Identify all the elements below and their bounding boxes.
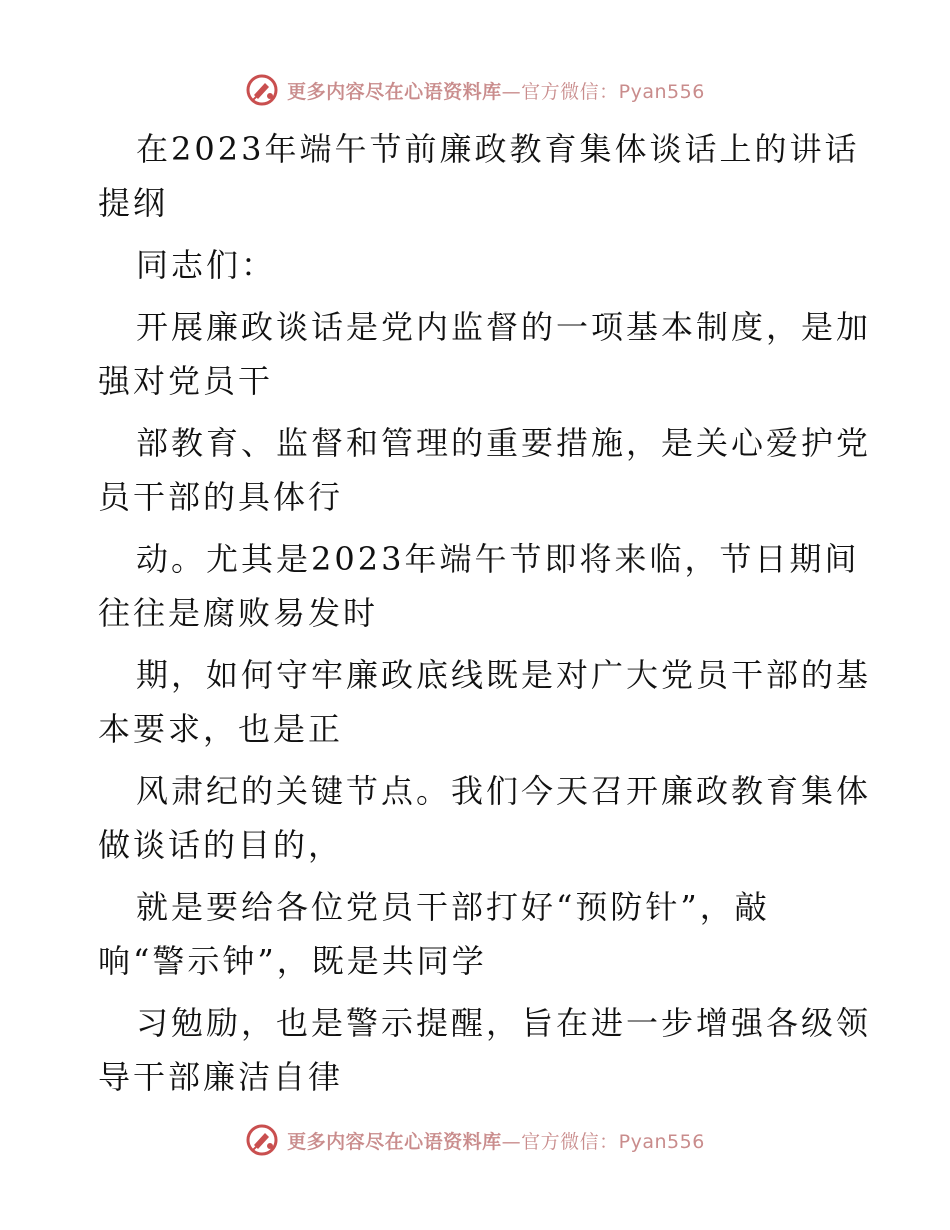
document-title-line-1: 在2023年端午节前廉政教育集体谈话上的讲话	[136, 130, 860, 168]
watermark-text	[287, 77, 705, 104]
watermark-text	[287, 1127, 705, 1154]
watermark-site: 更多内容尽在心语资料库	[287, 1130, 502, 1153]
paragraph-line: 部教育、监督和管理的重要措施，是关心爱护党	[136, 424, 872, 462]
paragraph-line: 本要求，也是正	[98, 710, 344, 748]
paragraph-line: 做谈话的目的，	[98, 826, 344, 864]
paragraph-line: 期，如何守牢廉政底线既是对广大党员干部的基	[136, 656, 872, 694]
paragraph-line: 响“警示钟”，既是共同学	[98, 942, 487, 980]
document-title-line-2: 提纲	[98, 184, 169, 222]
paragraph-line: 导干部廉洁自律	[98, 1058, 344, 1096]
brand-logo-icon	[245, 1123, 279, 1157]
watermark-contact: —官方微信：Pyan556	[501, 1130, 705, 1153]
paragraph-line: 往往是腐败易发时	[98, 594, 379, 632]
watermark-site: 更多内容尽在心语资料库	[287, 80, 502, 103]
watermark-contact: —官方微信：Pyan556	[501, 80, 705, 103]
footer-watermark	[0, 1120, 950, 1160]
brand-logo-icon	[245, 73, 279, 107]
paragraph-line: 动。尤其是2023年端午节即将来临，节日期间	[136, 540, 860, 578]
document-body	[98, 122, 872, 1104]
paragraph-line: 习勉励，也是警示提醒，旨在进一步增强各级领	[136, 1004, 872, 1042]
paragraph-line: 员干部的具体行	[98, 478, 344, 516]
paragraph-line: 就是要给各位党员干部打好“预防针”，敲	[136, 888, 770, 926]
paragraph-line: 开展廉政谈话是党内监督的一项基本制度，是加	[136, 308, 872, 346]
paragraph-line: 强对党员干	[98, 362, 274, 400]
header-watermark	[0, 70, 950, 110]
salutation: 同志们：	[136, 246, 277, 284]
paragraph-line: 风肃纪的关键节点。我们今天召开廉政教育集体	[136, 772, 872, 810]
